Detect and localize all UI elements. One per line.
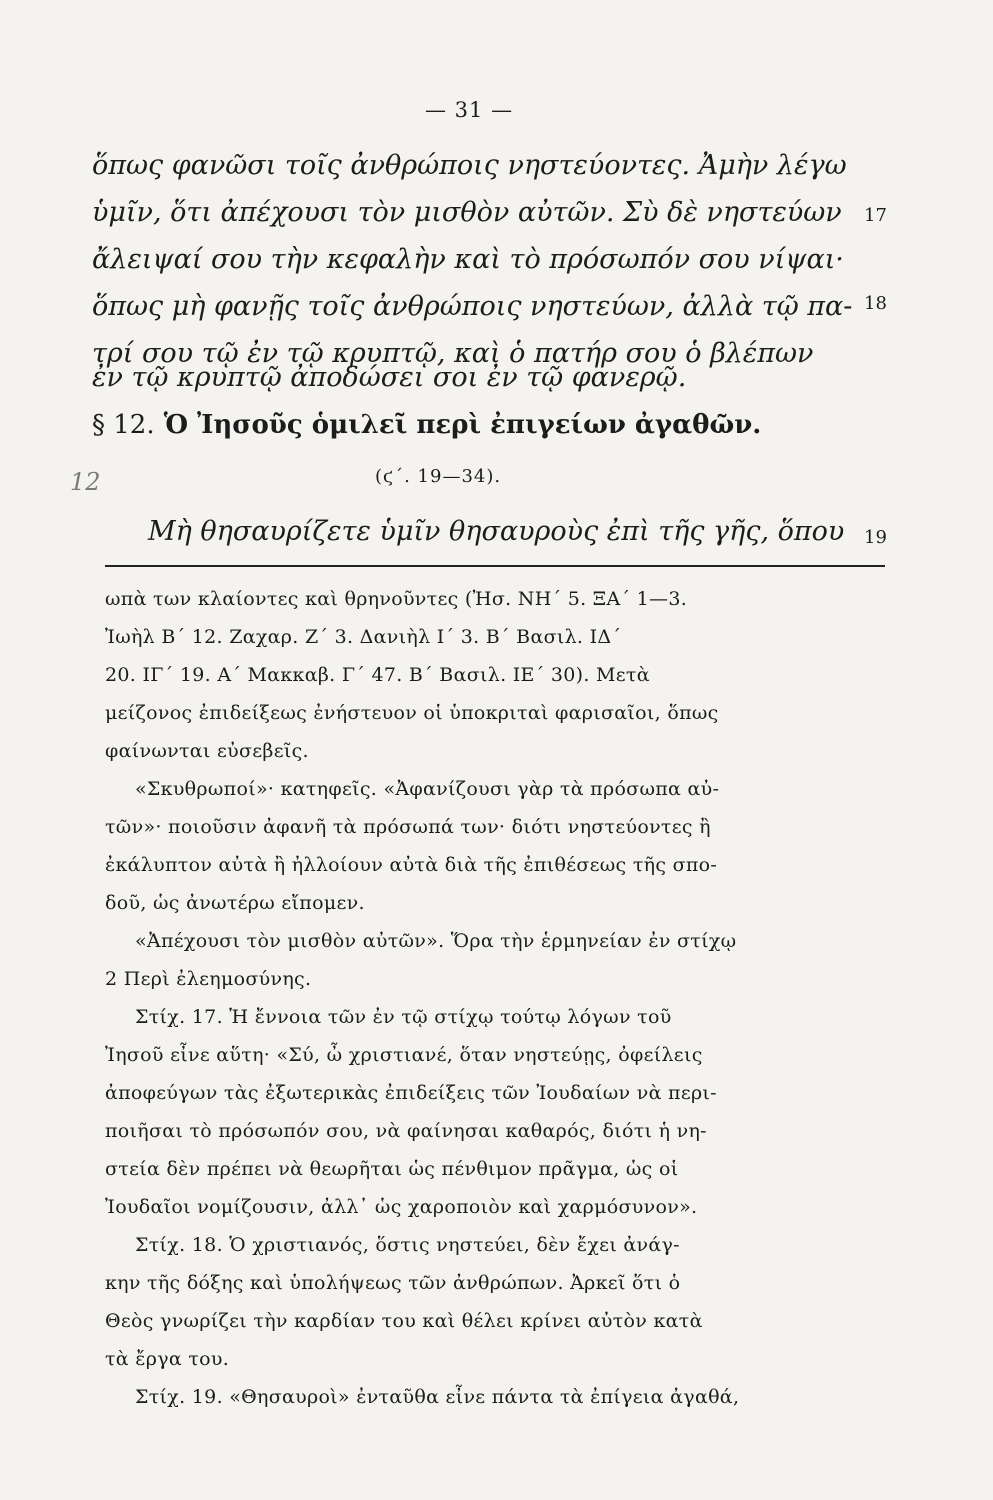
- section-heading: [92, 410, 761, 440]
- commentary-line: Ἰωὴλ Β΄ 12. Ζαχαρ. Ζ΄ 3. Δανιὴλ Ι΄ 3. Β΄ Βασιλ. ΙΔ΄: [105, 626, 622, 648]
- commentary-line: ποιῆσαι τὸ πρόσωπόν σου, νὰ φαίνησαι καθαρός, διότι ἡ νη-: [105, 1120, 707, 1142]
- commentary-line: δοῦ, ὡς ἀνωτέρω εἴπομεν.: [105, 892, 365, 914]
- verse-line: ὅπως φανῶσι τοῖς ἀνθρώποις νηστεύοντες. Ἀμὴν λέγω: [92, 150, 847, 181]
- commentary-line: Θεὸς γνωρίζει τὴν καρδίαν του καὶ θέλει κρίνει αὐτὸν κατὰ: [105, 1310, 703, 1332]
- commentary-line: τῶν»· ποιοῦσιν ἀφανῆ τὰ πρόσωπά των· διότι νηστεύοντες ἢ: [105, 816, 711, 838]
- section-reference: (ϛ΄. 19—34).: [375, 466, 502, 487]
- verse-line: ὑμῖν, ὅτι ἀπέχουσι τὸν μισθὸν αὐτῶν. Σὺ δὲ νηστεύων: [92, 197, 842, 228]
- verse-line: ὅπως μὴ φανῇς τοῖς ἀνθρώποις νηστεύων, ἀλλὰ τῷ πα-: [92, 291, 853, 322]
- commentary-line: Στίχ. 17. Ἡ ἔννοια τῶν ἐν τῷ στίχῳ τούτῳ λόγων τοῦ: [135, 1006, 672, 1028]
- verse-line: ἐν τῷ κρυπτῷ ἀποδώσει σοι ἐν τῷ φανερῷ.: [92, 362, 687, 393]
- commentary-line: 2 Περὶ ἐλεημοσύνης.: [105, 968, 312, 990]
- verse-19-line: Μὴ θησαυρίζετε ὑμῖν θησαυροὺς ἐπὶ τῆς γῆς, ὅπου: [148, 516, 845, 547]
- commentary-line: τὰ ἔργα του.: [105, 1348, 230, 1370]
- verse-number-18: 18: [864, 293, 887, 314]
- commentary-line: φαίνωνται εὐσεβεῖς.: [105, 740, 309, 762]
- commentary-line: ἀποφεύγων τὰς ἐξωτερικὰς ἐπιδείξεις τῶν Ἰουδαίων νὰ περι-: [105, 1082, 717, 1104]
- commentary-line: Ἰουδαῖοι νομίζουσιν, ἀλλ᾿ ὡς χαροποιὸν καὶ χαρμόσυνον».: [105, 1196, 698, 1218]
- commentary-line: ωπὰ των κλαίοντες καὶ θρηνοῦντες (Ἠσ. ΝΗ΄ 5. ΞΑ΄ 1—3.: [105, 588, 688, 610]
- commentary-line: μείζονος ἐπιδείξεως ἐνήστευον οἱ ὑποκριταὶ φαρισαῖοι, ὅπως: [105, 702, 719, 724]
- verse-number-19: 19: [864, 527, 887, 548]
- verse-line: τρί σου τῷ ἐν τῷ κρυπτῷ, καὶ ὁ πατήρ σου ὁ βλέπων: [92, 338, 814, 369]
- commentary-line: Ἰησοῦ εἶνε αὕτη· «Σύ, ὦ χριστιανέ, ὅταν νηστεύῃς, ὀφείλεις: [105, 1044, 703, 1066]
- section-title: Ὁ Ἰησοῦς ὁμιλεῖ περὶ ἐπιγείων ἀγαθῶν.: [163, 410, 762, 440]
- section-mark: § 12.: [92, 410, 155, 440]
- commentary-line: ἐκάλυπτον αὐτὰ ἢ ἠλλοίουν αὐτὰ διὰ τῆς ἐπιθέσεως τῆς σπο-: [105, 854, 718, 876]
- commentary-line: 20. ΙΓ΄ 19. Α΄ Μακκαβ. Γ΄ 47. Β΄ Βασιλ. ΙΕ΄ 30). Μετὰ: [105, 664, 650, 686]
- commentary-line: στεία δὲν πρέπει νὰ θεωρῆται ὡς πένθιμον πρᾶγμα, ὡς οἱ: [105, 1158, 679, 1180]
- page-number: — 31 —: [425, 98, 514, 122]
- commentary-line: «Ἀπέχουσι τὸν μισθὸν αὐτῶν». Ὅρα τὴν ἑρμηνείαν ἐν στίχῳ: [135, 930, 737, 952]
- margin-note: 12: [70, 468, 101, 496]
- commentary-line: Στίχ. 19. «Θησαυροὶ» ἐνταῦθα εἶνε πάντα τὰ ἐπίγεια ἀγαθά,: [135, 1386, 740, 1408]
- commentary-line: κην τῆς δόξης καὶ ὑπολήψεως τῶν ἀνθρώπων. Ἀρκεῖ ὅτι ὁ: [105, 1272, 681, 1294]
- verse-number-17: 17: [864, 205, 887, 226]
- footnote-divider: [105, 565, 885, 567]
- commentary-line: «Σκυθρωποί»· κατηφεῖς. «Ἀφανίζουσι γὰρ τὰ πρόσωπα αὐ-: [135, 778, 720, 800]
- commentary-line: Στίχ. 18. Ὁ χριστιανός, ὅστις νηστεύει, δὲν ἔχει ἀνάγ-: [135, 1234, 680, 1256]
- verse-line: ἄλειψαί σου τὴν κεφαλὴν καὶ τὸ πρόσωπόν σου νίψαι·: [92, 244, 844, 275]
